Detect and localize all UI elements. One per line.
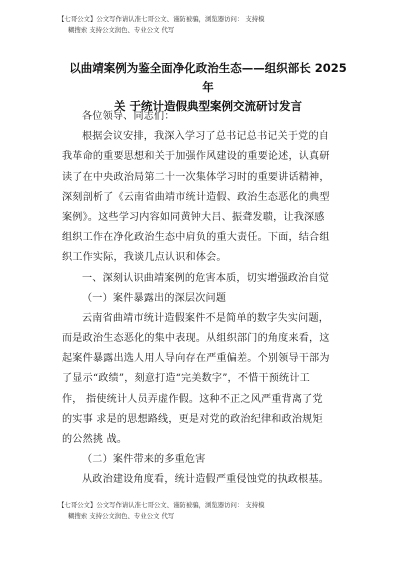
body-line: 的公然挑 战。 <box>62 434 128 445</box>
body-line: 从政治建设角度看，统计造假严重侵蚀党的执政根基。 <box>82 474 330 486</box>
page-footer <box>58 500 388 522</box>
section-heading: 一、深刻认识曲靖案例的危害本质，切实增强政治自觉 <box>82 272 330 284</box>
body-line: 读了在中央政治局第二十一次集体学习时的重要讲话精神， <box>62 171 330 183</box>
body-line: 深刻剖析了《云南省曲靖市统计造假、政治生态恶化的典型 <box>62 191 330 203</box>
body-line: 案例》。这些学习内容如同黄钟大吕、振聋发聩，让我深感 <box>62 211 325 223</box>
salutation: 各位领导、同志们： <box>82 111 175 122</box>
footer-line-2: 糊搜索 支持公文润色、专业公文 代写 <box>68 512 175 520</box>
title-line-2: 关 于统计造假典型案例交流研讨发言 <box>113 99 302 113</box>
body-line: 起案件暴露出选人用人导向存在严重偏差。个别领导干部为 <box>62 353 330 365</box>
subsection-heading: （一）案件暴露出的深层次问题 <box>82 292 227 304</box>
page-header <box>58 14 388 36</box>
document-body <box>62 107 360 491</box>
body-line: 织工作实际，我谈几点认识和体会。 <box>62 252 227 264</box>
body-line: 作， 指使统计人员弄虚作假。这种不正之风严重背离了党 <box>62 393 323 405</box>
header-line-2: 糊搜索 支持公文润色、专业公文 代写 <box>68 26 175 34</box>
body-line: 根据会议安排，我深入学习了总书记总书记关于党的自 <box>82 131 330 143</box>
body-line: 了显示“政绩”，刻意打造“完美数字”，不惜干预统计工 <box>62 373 310 385</box>
body-line: 我革命的重要思想和关于加强作风建设的重要论述，认真研 <box>62 151 330 163</box>
body-line: 组织工作在净化政治生态中肩负的重大责任。下面，结合组 <box>62 232 330 244</box>
body-line: 云南省曲靖市统计造假案件不是简单的数字失实问题， <box>82 312 330 324</box>
footer-line-1: 【七哥公文】公文写作请认准七哥公文、谨防被骗，浏览器访问： 支持模 <box>58 501 265 509</box>
header-line-1: 【七哥公文】公文写作请认准七哥公文、谨防被骗，浏览器访问： 支持模 <box>58 15 265 23</box>
body-line: 的实事 求是的思想路线，更是对党的政治纪律和政治规矩 <box>62 413 323 425</box>
title-line-1: 以曲靖案例为鉴全面净化政治生态——组织部长 2025 年 <box>69 61 347 94</box>
subsection-heading: （二）案件带来的多重危害 <box>82 454 206 466</box>
body-line: 而是政治生态恶化的集中表现。从组织部门的角度来看，这 <box>62 333 330 345</box>
